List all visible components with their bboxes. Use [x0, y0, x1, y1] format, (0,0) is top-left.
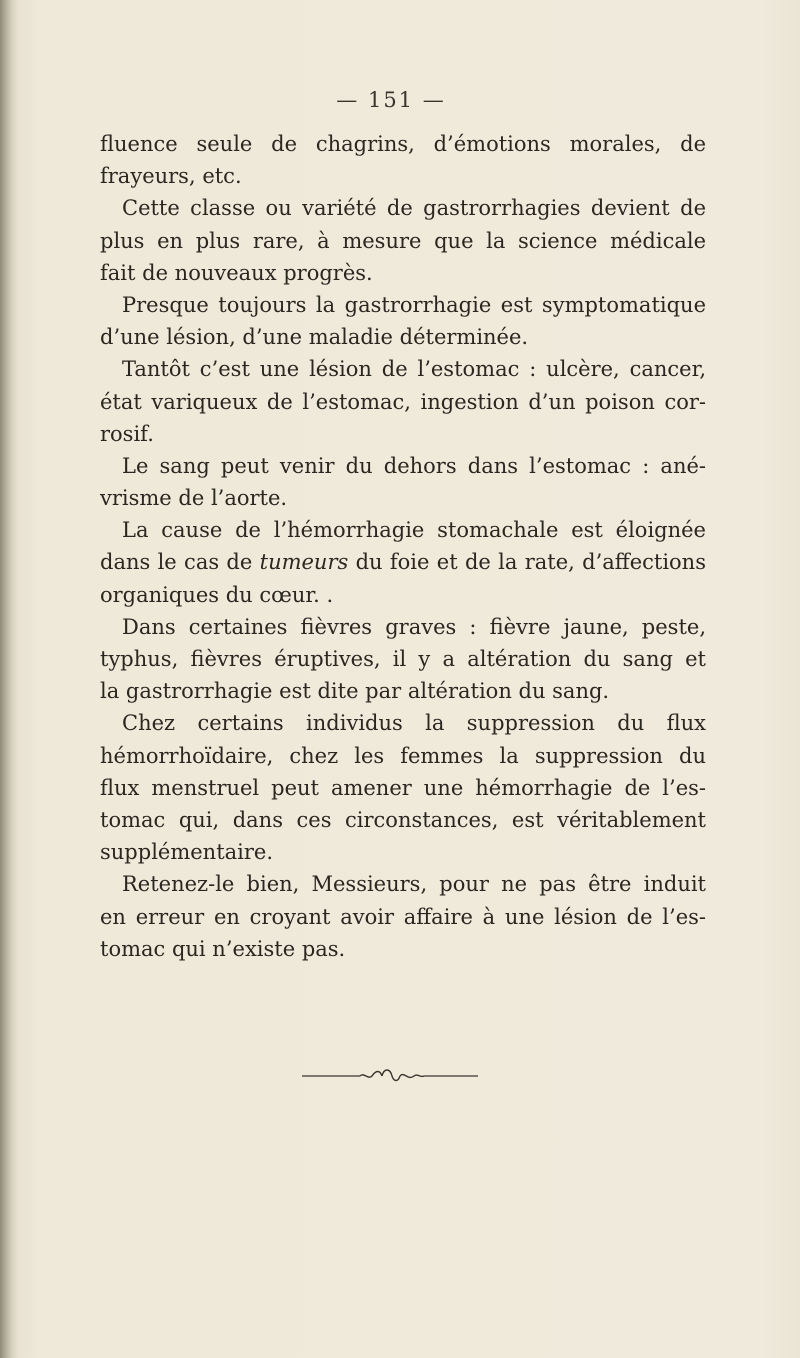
- text-line: Tantôt c’est une lésion de l’estomac : ulcère, cancer,: [122, 357, 706, 382]
- text-line: Dans certaines fièvres graves : fièvre jaune, peste,: [122, 614, 706, 639]
- page-number: — 151 —: [336, 88, 446, 112]
- text-line: Le sang peut venir du dehors dans l’estomac : ané-: [122, 453, 706, 478]
- text-line: la gastrorrhagie est dite par altération du sang.: [100, 679, 610, 704]
- text-line: tomac qui, dans ces circonstances, est véritablement: [100, 807, 706, 832]
- text-line: frayeurs, etc.: [100, 164, 242, 189]
- text-line: hémorrhoïdaire, chez les femmes la suppression du: [100, 743, 706, 768]
- text-line: Retenez-le bien, Messieurs, pour ne pas être induit: [122, 872, 706, 897]
- text-line: Cette classe ou variété de gastrorrhagies devient de: [122, 196, 706, 221]
- text-line: organiques du cœur. .: [100, 582, 334, 607]
- text-line: fait de nouveaux progrès.: [100, 260, 373, 285]
- text-line: en erreur en croyant avoir affaire à une lésion de l’es-: [100, 904, 706, 929]
- text-line: La cause de l’hémorrhagie stomachale est éloignée: [122, 518, 706, 543]
- text-line: typhus, fièvres éruptives, il y a altération du sang et: [100, 647, 706, 671]
- page-binding-edge: [0, 0, 18, 1358]
- italic-word: tumeurs: [259, 550, 349, 575]
- text-line: Presque toujours la gastrorrhagie est symptomatique: [122, 292, 706, 317]
- text-line: plus en plus rare, à mesure que la science médicale: [100, 228, 706, 253]
- text-line: fluence seule de chagrins, d’émotions morales, de: [100, 132, 706, 156]
- body-text: [100, 128, 706, 965]
- text-line: supplémentaire.: [100, 840, 274, 865]
- text-line: flux menstruel peut amener une hémorrhagie de l’es-: [100, 775, 706, 800]
- ornament-flourish-icon: [300, 1066, 480, 1086]
- text-line: d’une lésion, d’une maladie déterminée.: [100, 325, 529, 350]
- text-line: rosif.: [100, 421, 154, 446]
- text-line: état variqueux de l’estomac, ingestion d’un poison cor-: [100, 389, 706, 414]
- text-line: Chez certains individus la suppression du flux: [122, 711, 706, 736]
- text-line: dans le cas de tumeurs du foie et de la rate, d’affections: [100, 550, 706, 575]
- text-line: tomac qui n’existe pas.: [100, 936, 346, 961]
- text-line: vrisme de l’aorte.: [100, 486, 288, 511]
